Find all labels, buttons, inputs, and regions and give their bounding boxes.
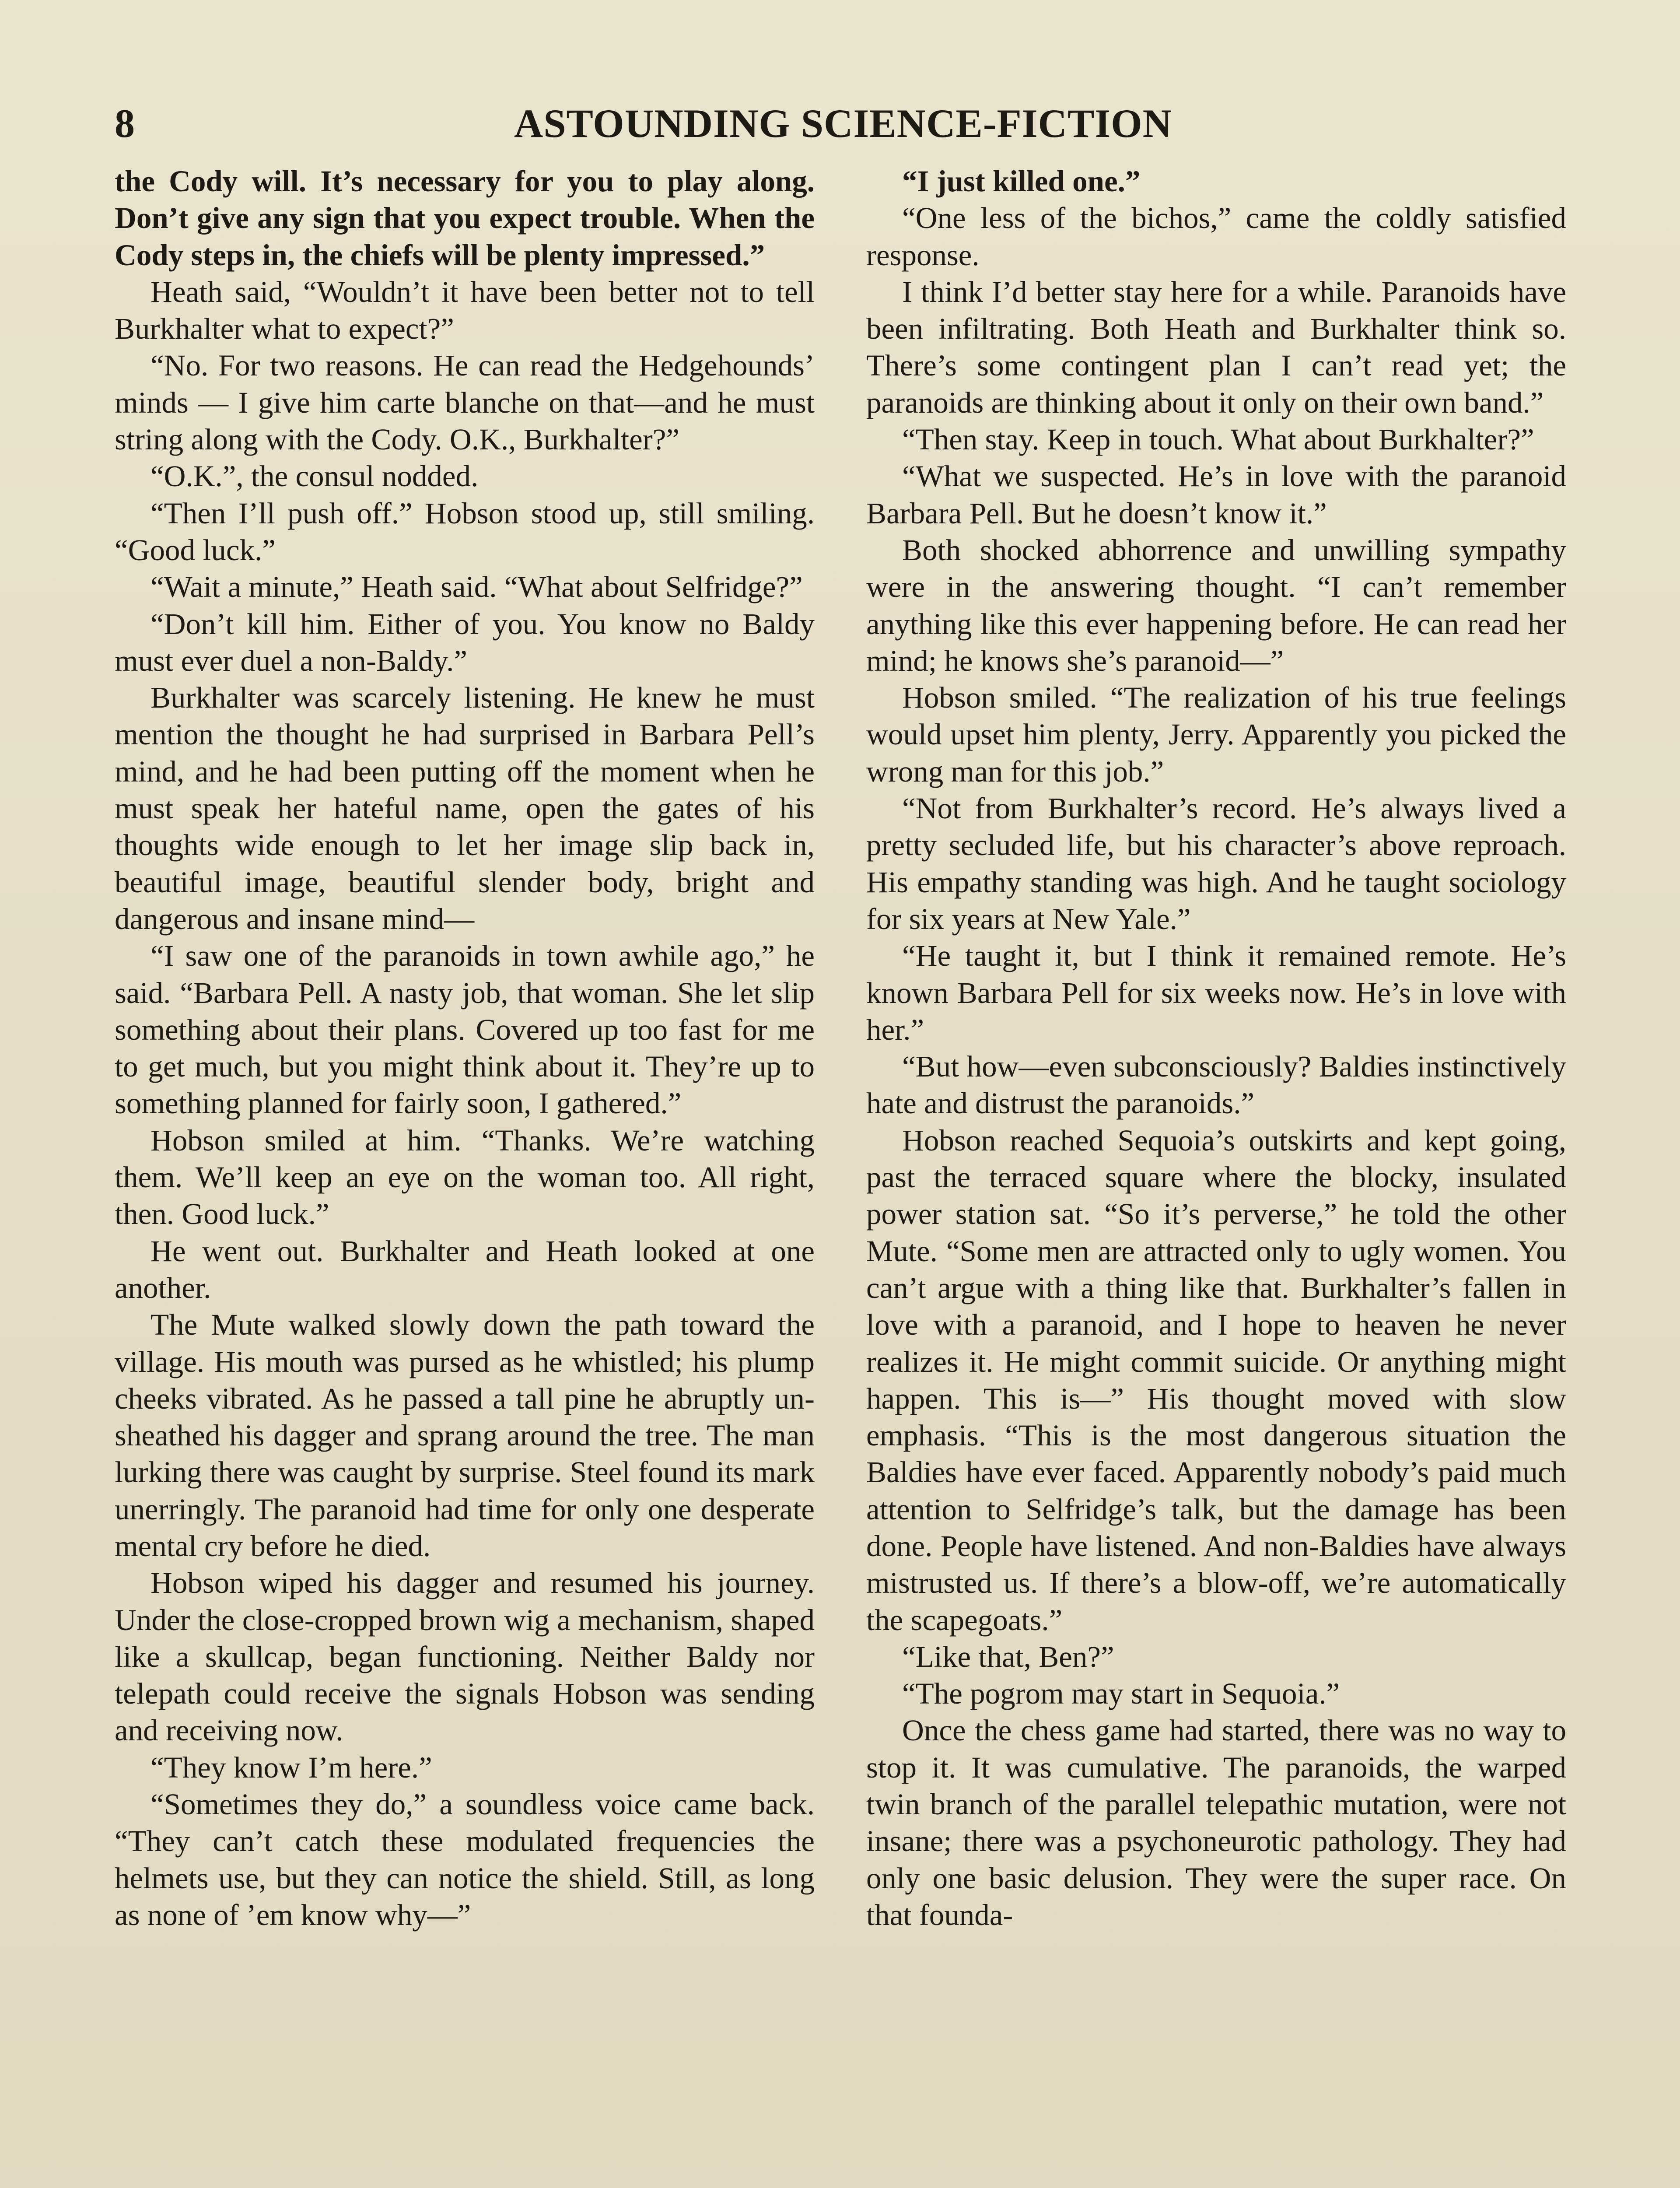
page-header	[115, 97, 1572, 150]
paragraph: Heath said, “Wouldn’t it have been better not to tell Burkhalter what to expect?”	[115, 275, 815, 346]
paragraph: Hobson smiled at him. “Thanks. We’re watching them. We’ll keep an eye on the woman too. All right, then. Good luck.”	[115, 1123, 815, 1231]
paragraph: “Wait a minute,” Heath said. “What about Selfridge?”	[150, 570, 803, 604]
paragraph: Hobson wiped his dagger and resumed his journey. Under the close-cropped brown wig a mechanism, shaped like a skullcap, began functioning. Neither Baldy nor telepath could receive the signals Hobson was sending and receiving now.	[115, 1566, 815, 1747]
paragraph: “Like that, Ben?”	[902, 1640, 1114, 1673]
left-column	[115, 163, 815, 1933]
paragraph: “Sometimes they do,” a soundless voice came back. “They can’t catch these modulated frequencies the helmets use, but they can notice the shield. Still, as long as none of ’em know why—”	[115, 1788, 815, 1932]
paragraph: “Don’t kill him. Either of you. You know no Baldy must ever duel a non-Baldy.”	[115, 607, 815, 677]
right-column	[866, 163, 1566, 1933]
paragraph: “Then stay. Keep in touch. What about Burkhalter?”	[902, 423, 1534, 456]
paragraph: Hobson smiled. “The realization of his true feelings would upset him plenty, Jerry. Apparently you picked the wrong man for this job.”	[866, 681, 1566, 788]
paragraph: Burkhalter was scarcely listening. He knew he must mention the thought he had surprised in Barbara Pell’s mind, and he had been putting off the moment when he must speak her hateful name, open the gates of his thoughts wide enough to let her image slip back in, beautiful image, beautiful slender body, bright and dangerous and insane mind—	[115, 681, 815, 936]
paragraph: “They know I’m here.”	[150, 1750, 432, 1784]
paragraph: “One less of the bichos,” came the coldly satisfied response.	[866, 201, 1566, 272]
paragraph: “But how—even subconsciously? Baldies instinctively hate and distrust the paranoids.”	[866, 1050, 1566, 1120]
paragraph: He went out. Burkhalter and Heath looked at one another.	[115, 1234, 815, 1304]
paragraph: Both shocked abhorrence and unwilling sympathy were in the answering thought. “I can’t remember anything like this ever happening before. He can read her mind; he knows she’s paranoid—”	[866, 533, 1566, 677]
page-number: 8	[115, 101, 135, 146]
paragraph: “Not from Burkhalter’s record. He’s always lived a pretty secluded life, but his character’s above reproach. His empathy standing was high. And he taught sociology for six years at New Yale.”	[866, 792, 1566, 936]
paragraph: Hobson reached Sequoia’s outskirts and kept going, past the terraced square where the blocky, insulated power station sat. “So it’s perverse,” he told the other Mute. “Some men are attracted only to ugly women. You can’t argue with a thing like that. Burkhalter’s fallen in love with a paranoid, and I hope to heaven he never realizes it. He might commit suicide. Or anything might happen. This is—” His thought moved with slow emphasis. “This is the most dangerous situation the Baldies have ever faced. Apparently nobody’s paid much attention to Selfridge’s talk, but the damage has been done. People have listened. And non-Baldies have always mistrusted us. If there’s a blow-off, we’re automatically the scapegoats.”	[866, 1123, 1566, 1637]
paragraph: “The pogrom may start in Sequoia.”	[902, 1677, 1340, 1711]
paragraph: “I saw one of the paranoids in town awhile ago,” he said. “Barbara Pell. A nasty job, that woman. She let slip something about their plans. Covered up too fast for me to get much, but you might think about it. They’re up to something planned for fairly soon, I gathered.”	[115, 939, 815, 1120]
paragraph: “What we suspected. He’s in love with the paranoid Barbara Pell. But he doesn’t know it.”	[866, 459, 1566, 530]
running-head: ASTOUNDING SCIENCE-FICTION	[514, 101, 1172, 146]
paragraph: The Mute walked slowly down the path toward the village. His mouth was pursed as he whistled; his plump cheeks vibrated. As he passed a tall pine he abruptly unsheathed his dagger and sprang around the tree. The man lurking there was caught by surprise. Steel found its mark unerringly. The paranoid had time for only one desperate mental cry before he died.	[115, 1308, 815, 1563]
paragraph: Once the chess game had started, there was no way to stop it. It was cumulative. The paranoids, the warped twin branch of the parallel telepathic mutation, were not insane; there was a psychoneurotic pathology. They had only one basic delusion. They were the super race. On that founda-	[866, 1714, 1566, 1932]
paragraph: “O.K.”, the consul nodded.	[150, 459, 479, 493]
paragraph: “I just killed one.”	[902, 165, 1141, 198]
paragraph: “He taught it, but I think it remained remote. He’s known Barbara Pell for six weeks now. He’s in love with her.”	[866, 939, 1566, 1046]
paragraph: “No. For two reasons. He can read the Hedgehounds’ minds — I give him carte blanche on that—and he must string along with the Cody. O.K., Burkhalter?”	[115, 349, 815, 456]
paragraph: “Then I’ll push off.” Hobson stood up, still smiling. “Good luck.”	[115, 496, 815, 567]
paragraph: the Cody will. It’s necessary for you to play along. Don’t give any sign that you expect trouble. When the Cody steps in, the chiefs will be plenty impressed.”	[115, 165, 815, 272]
paragraph: I think I’d better stay here for a while. Paranoids have been infiltrating. Both Heath and Burkhalter think so. There’s some contingent plan I can’t read yet; the paranoids are thinking about it only on their own band.”	[866, 275, 1566, 419]
